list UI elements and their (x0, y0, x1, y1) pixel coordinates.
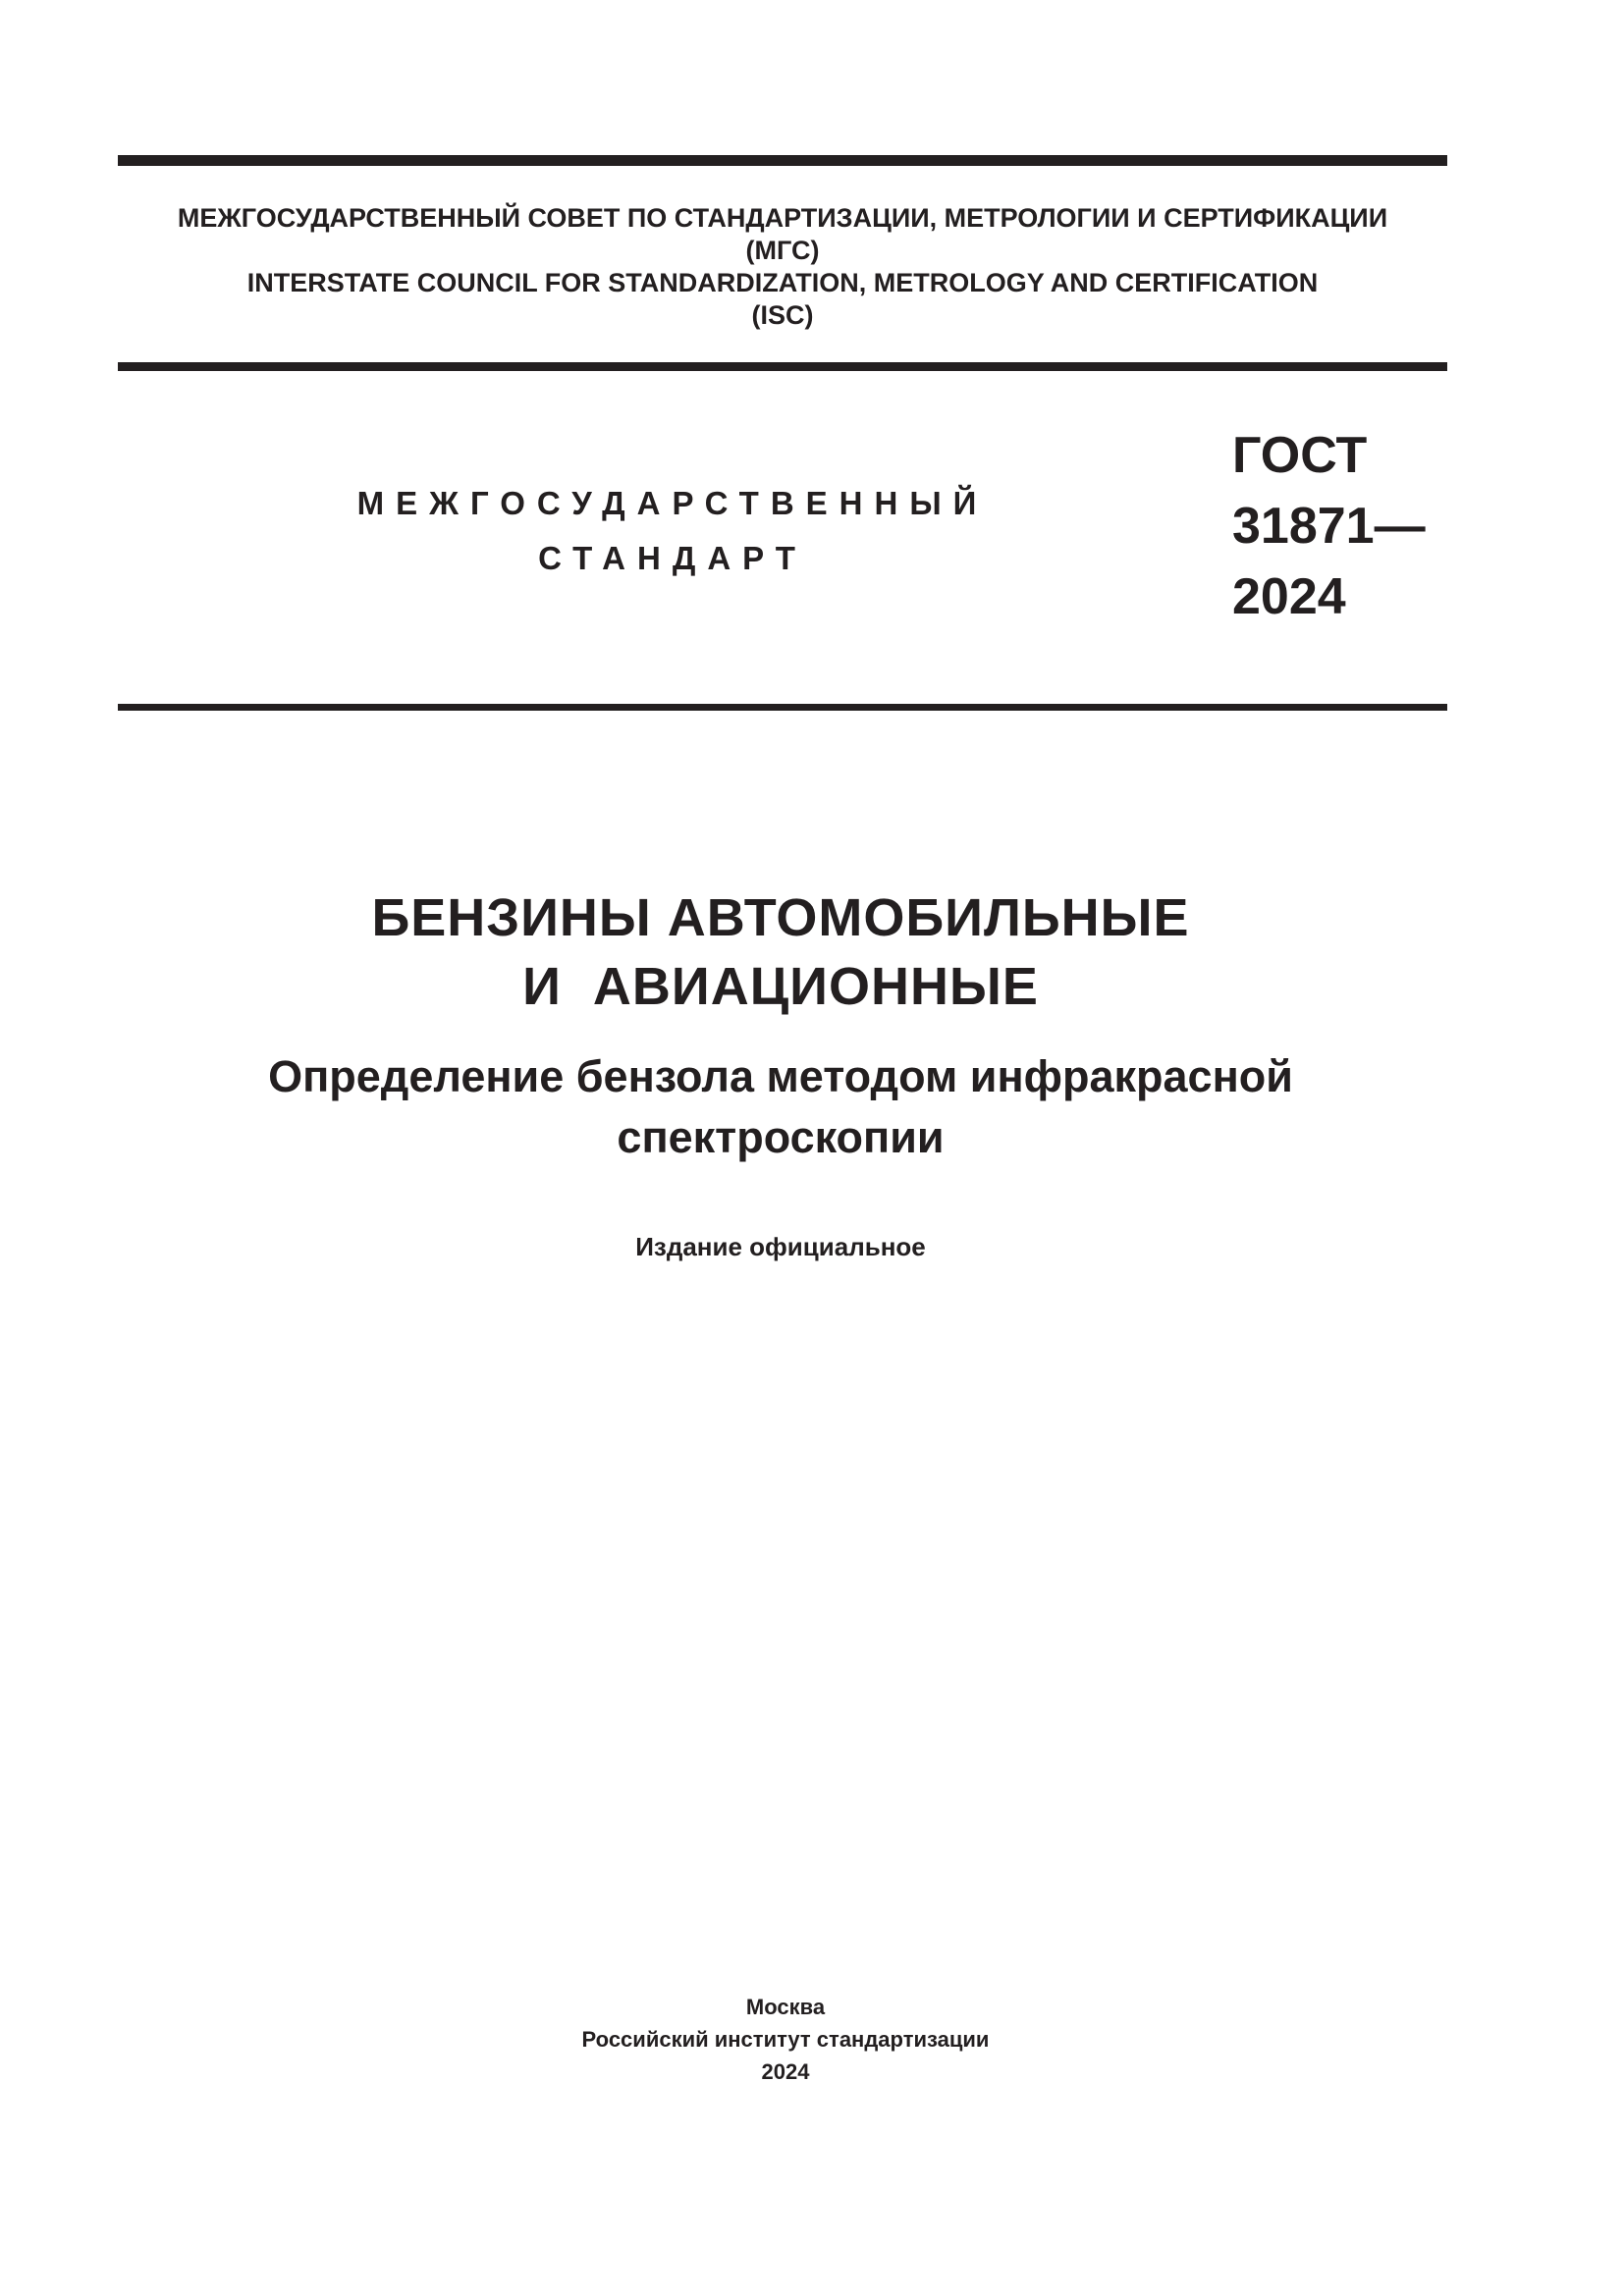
council-name-ru: МЕЖГОСУДАРСТВЕННЫЙ СОВЕТ ПО СТАНДАРТИЗАЦИИ, МЕТРОЛОГИИ И СЕРТИФИКАЦИИ (177, 203, 1388, 233)
council-header (118, 202, 1447, 332)
council-rule (118, 362, 1447, 371)
imprint-year: 2024 (761, 2059, 810, 2084)
designation-rule (118, 704, 1447, 711)
imprint-city: Москва (745, 1995, 826, 2019)
standard-kind-line2: СТАНДАРТ (538, 540, 807, 576)
title-line2: И АВИАЦИОННЫЕ (522, 957, 1039, 1016)
standard-designation (1232, 420, 1426, 632)
designation-number: 31871— (1232, 498, 1426, 555)
document-title (0, 883, 1561, 1021)
subtitle-line2: спектроскопии (617, 1112, 945, 1162)
council-abbr-en: (ISC) (751, 300, 814, 330)
top-rule (118, 155, 1447, 166)
imprint-publisher: Российский институт стандартизации (581, 2027, 990, 2052)
subtitle-line1: Определение бензола методом инфракрасной (268, 1051, 1293, 1101)
council-name-en: INTERSTATE COUNCIL FOR STANDARDIZATION, METROLOGY AND CERTIFICATION (246, 268, 1319, 297)
document-subtitle (0, 1046, 1561, 1168)
title-line1: БЕНЗИНЫ АВТОМОБИЛЬНЫЕ (371, 888, 1190, 947)
standard-kind-line1: МЕЖГОСУДАРСТВЕННЫЙ (356, 485, 989, 521)
council-abbr-ru: (МГС) (745, 236, 820, 265)
designation-year: 2024 (1232, 568, 1346, 625)
imprint (0, 1991, 1571, 2088)
standard-kind (295, 476, 1051, 586)
designation-prefix: ГОСТ (1232, 427, 1368, 484)
edition-note: Издание официальное (635, 1232, 926, 1261)
